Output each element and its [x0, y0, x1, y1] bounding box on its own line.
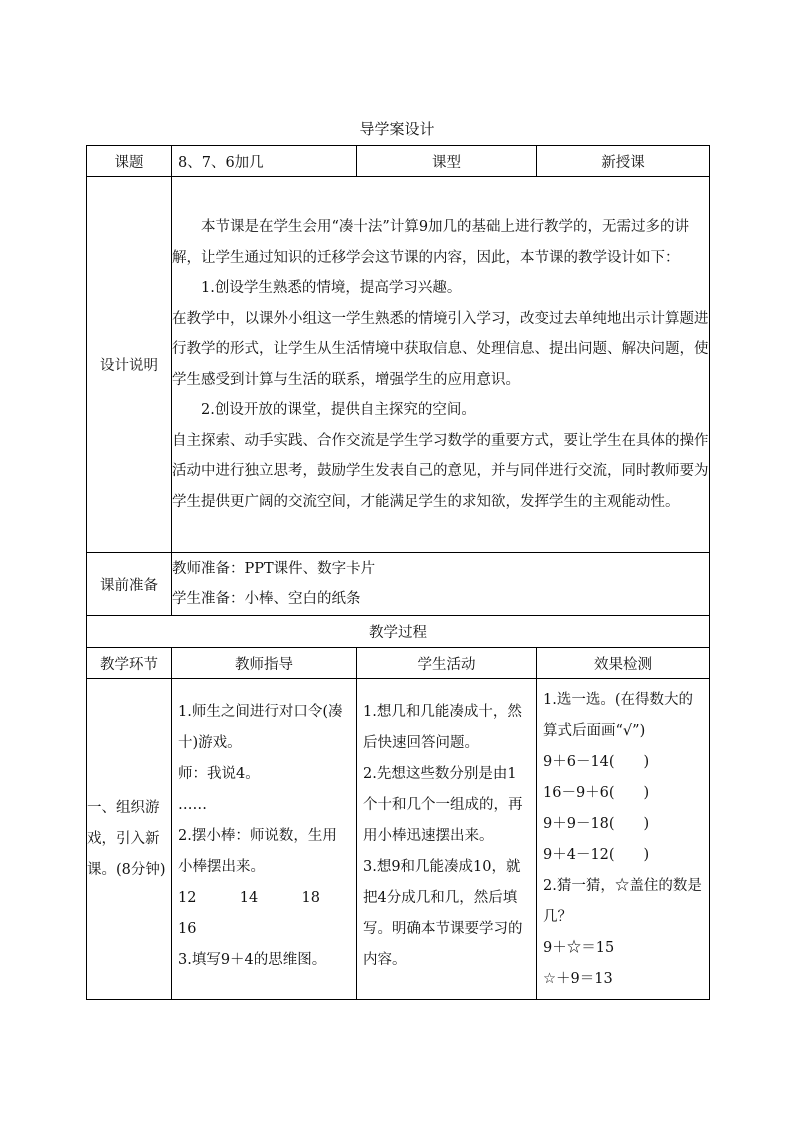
process-header-row	[87, 648, 710, 679]
document-title: 导学案设计	[359, 120, 435, 138]
check-line: 9＋4－12( )	[543, 847, 650, 863]
number-item: 14	[239, 890, 259, 906]
student-line: 3.想9和几能凑成10，就把4分成几和几，然后填写。明确本节课要学习的内容。	[363, 859, 523, 968]
process-title: 教学过程	[87, 616, 710, 648]
check-line: 9＋6－14( )	[543, 754, 650, 770]
design-label: 设计说明	[87, 177, 172, 553]
stick-numbers	[178, 883, 350, 914]
design-paragraph: 1.创设学生熟悉的情境，提高学习兴趣。	[201, 280, 462, 296]
teacher-line: ……	[178, 797, 207, 813]
teacher-prep: 教师准备：PPT课件、数字卡片	[172, 561, 376, 577]
design-paragraph: 本节课是在学生会用“凑十法”计算9加几的基础上进行教学的，无需过多的讲解，让学生通过知识的迁移学会这节课的内容，因此，本节课的教学设计如下：	[172, 219, 690, 266]
check-line: 16－9＋6( )	[543, 785, 650, 801]
effect-check	[537, 679, 710, 1000]
check-line: 2.猜一猜，☆盖住的数是几？	[543, 878, 702, 925]
col-header-teacher: 教师指导	[172, 648, 357, 679]
teacher-guidance	[172, 679, 357, 1000]
check-line: ☆＋9＝13	[543, 971, 613, 987]
student-line: 1.想几和几能凑成十，然后快速回答问题。	[363, 704, 522, 751]
teacher-line: 2.摆小棒：师说数，生用小棒摆出来。	[178, 828, 337, 875]
design-row	[87, 177, 710, 553]
student-activity	[357, 679, 537, 1000]
col-header-stage: 教学环节	[87, 648, 172, 679]
check-line: 9＋9－18( )	[543, 816, 650, 832]
check-line: 9＋☆＝15	[543, 940, 615, 956]
stage-label: 一、组织游戏，引入新课。(8分钟)	[87, 679, 172, 1000]
header-row	[87, 146, 710, 177]
lesson-plan-table	[86, 145, 710, 1000]
design-content	[172, 177, 710, 553]
prep-row	[87, 553, 710, 616]
type-value: 新授课	[537, 146, 710, 177]
teacher-line: 1.师生之间进行对口令(凑十)游戏。	[178, 704, 343, 751]
col-header-student: 学生活动	[357, 648, 537, 679]
process-title-row	[87, 616, 710, 648]
type-label: 课型	[357, 146, 537, 177]
teacher-line: 16	[178, 921, 197, 937]
topic-value: 8、7、6加几	[172, 146, 357, 177]
design-paragraph: 自主探索、动手实践、合作交流是学生学习数学的重要方式，要让学生在具体的操作活动中进行独立思考，鼓励学生发表自己的意见，并与同伴进行交流，同时教师要为学生提供更广阔的交流空间，才能满足学生的求知欲，发挥学生的主观能动性。	[172, 432, 709, 510]
student-prep: 学生准备：小棒、空白的纸条	[172, 591, 361, 607]
topic-label: 课题	[87, 146, 172, 177]
number-item: 12	[178, 890, 197, 906]
number-item: 18	[301, 890, 320, 906]
design-paragraph: 在教学中，以课外小组这一学生熟悉的情境引入学习，改变过去单纯地出示计算题进行教学的形式，让学生从生活情境中获取信息、处理信息、提出问题、解决问题，使学生感受到计算与生活的联系，增强学生的应用意识。	[172, 310, 709, 388]
prep-label: 课前准备	[87, 553, 172, 616]
student-line: 2.先想这些数分别是由1个十和几个一组成的，再用小棒迅速摆出来。	[363, 766, 523, 844]
process-row	[87, 679, 710, 1000]
teacher-line: 3.填写9＋4的思维图。	[178, 952, 327, 968]
prep-content	[172, 553, 710, 616]
teacher-line: 师：我说4。	[178, 766, 260, 782]
col-header-check: 效果检测	[537, 648, 710, 679]
check-line: 1.选一选。(在得数大的算式后面画“√”)	[543, 692, 693, 739]
design-paragraph: 2.创设开放的课堂，提供自主探究的空间。	[201, 402, 476, 418]
